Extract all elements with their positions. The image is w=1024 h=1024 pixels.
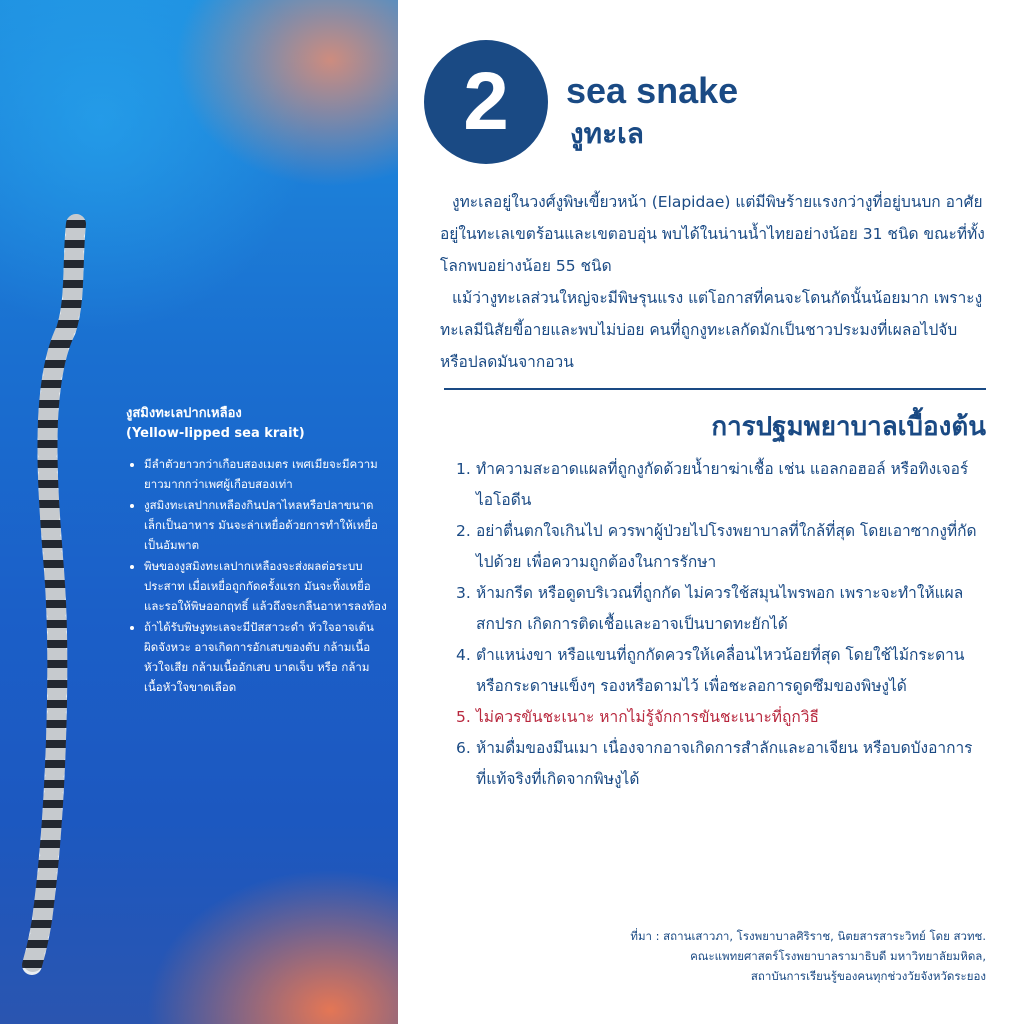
step-number: 5.	[456, 708, 471, 726]
step-text: อย่าตื่นตกใจเกินไป ควรพาผู้ป่วยไปโรงพยาบาลที่ใกล้ที่สุด โดยเอาซากงูที่กัดไปด้วย เพื่อความถูกต้องในการรักษา	[476, 522, 977, 571]
step-text: ตำแหน่งขา หรือแขนที่ถูกกัดควรให้เคลื่อนไหวน้อยที่สุด โดยใช้ไม้กระดานหรือกระดาษแข็งๆ รองหรือดามไว้ เพื่อชะลอการดูดซึมของพิษงูได้	[476, 646, 965, 695]
first-aid-step	[456, 640, 988, 702]
intro-paragraph: งูทะเลอยู่ในวงศ์งูพิษเขี้ยวหน้า (Elapidae) แต่มีพิษร้ายแรงกว่างูที่อยู่บนบก อาศัยอยู่ในทะเลเขตร้อนและเขตอบอุ่น พบได้ในน่านน้ำไทยอย่างน้อย 31 ชนิด ขณะที่ทั้งโลกพบอย่างน้อย 55 ชนิด	[440, 193, 985, 275]
species-title-th: งูสมิงทะเลปากเหลือง	[126, 406, 242, 421]
first-aid-steps	[456, 454, 988, 795]
species-fact: • พิษของงูสมิงทะเลปากเหลืองจะส่งผลต่อระบบประสาท เมื่อเหยื่อถูกกัดครั้งแรก มันจะทิ้งเหยื่อและรอให้พิษออกฤทธิ์ แล้วถึงจะกลืนอาหารลงท้อง	[144, 556, 388, 616]
first-aid-step	[456, 516, 988, 578]
species-title-en: (Yellow-lipped sea krait)	[126, 426, 305, 441]
first-aid-step	[456, 454, 988, 516]
species-fact: • งูสมิงทะเลปากเหลืองกินปลาไหลหรือปลาขนาดเล็กเป็นอาหาร มันจะล่าเหยื่อด้วยการทำให้เหยื่อเป็นอัมพาต	[144, 495, 388, 555]
title-thai: งูทะเล	[570, 117, 644, 150]
first-aid-step	[456, 733, 988, 795]
species-fact: • ถ้าได้รับพิษงูทะเลจะมีปัสสาวะดำ หัวใจอาจเต้นผิดจังหวะ อาจเกิดการอักเสบของตับ กล้ามเนื้อหัวใจเสีย กล้ามเนื้ออักเสบ บาดเจ็บ หรือ กล้ามเนื้อหัวใจขาดเลือด	[144, 617, 388, 697]
intro-paragraph: แม้ว่างูทะเลส่วนใหญ่จะมีพิษรุนแรง แต่โอกาสที่คนจะโดนกัดนั้นน้อยมาก เพราะงูทะเลมีนิสัยขี้อายและพบไม่บ่อย คนที่ถูกงูทะเลกัดมักเป็นชาวประมงที่เผลอไปจับ หรือปลดมันจากอวน	[440, 289, 983, 371]
step-number: 1.	[456, 460, 471, 478]
step-number: 6.	[456, 739, 471, 757]
species-info-box	[126, 404, 388, 698]
species-title	[126, 404, 388, 444]
section-divider	[444, 388, 986, 390]
source-line: ที่มา : สถานเสาวภา, โรงพยาบาลศิริราช, นิตยสารสาระวิทย์ โดย สวทช.	[630, 929, 986, 943]
step-number: 2.	[456, 522, 471, 540]
first-aid-step	[456, 578, 988, 640]
step-number: 4.	[456, 646, 471, 664]
species-facts-list	[126, 454, 388, 697]
step-number: 3.	[456, 584, 471, 602]
source-line: คณะแพทยศาสตร์โรงพยาบาลรามาธิบดี มหาวิทยาลัยมหิดล,	[690, 949, 986, 963]
source-credits	[630, 926, 986, 986]
step-text: ห้ามกรีด หรือดูดบริเวณที่ถูกกัด ไม่ควรใช้สมุนไพรพอก เพราะจะทำให้แผลสกปรก เกิดการติดเชื้อและอาจเป็นบาดทะยักได้	[476, 584, 964, 633]
first-aid-heading: การปฐมพยาบาลเบื้องต้น	[711, 412, 986, 442]
step-text: ทำความสะอาดแผลที่ถูกงูกัดด้วยน้ำยาฆ่าเชื้อ เช่น แอลกอฮอล์ หรือทิงเจอร์ไอโอดีน	[476, 460, 969, 509]
first-aid-step-warning	[456, 702, 988, 733]
source-line: สถาบันการเรียนรู้ของคนทุกช่วงวัยจังหวัดระยอง	[750, 969, 986, 983]
step-text: ห้ามดื่มของมึนเมา เนื่องจากอาจเกิดการสำลักและอาเจียน หรือบดบังอาการที่แท้จริงที่เกิดจากพิษงูได้	[476, 739, 973, 788]
intro-text	[440, 186, 988, 378]
sea-photo-panel	[0, 0, 398, 1024]
species-fact: • มีลำตัวยาวกว่าเกือบสองเมตร เพศเมียจะมีความยาวมากกว่าเพศผู้เกือบสองเท่า	[144, 454, 388, 494]
title-english: sea snake	[566, 70, 739, 111]
step-text: ไม่ควรขันชะเนาะ หากไม่รู้จักการขันชะเนาะที่ถูกวิธี	[476, 708, 819, 726]
number-badge: 2	[424, 40, 548, 164]
